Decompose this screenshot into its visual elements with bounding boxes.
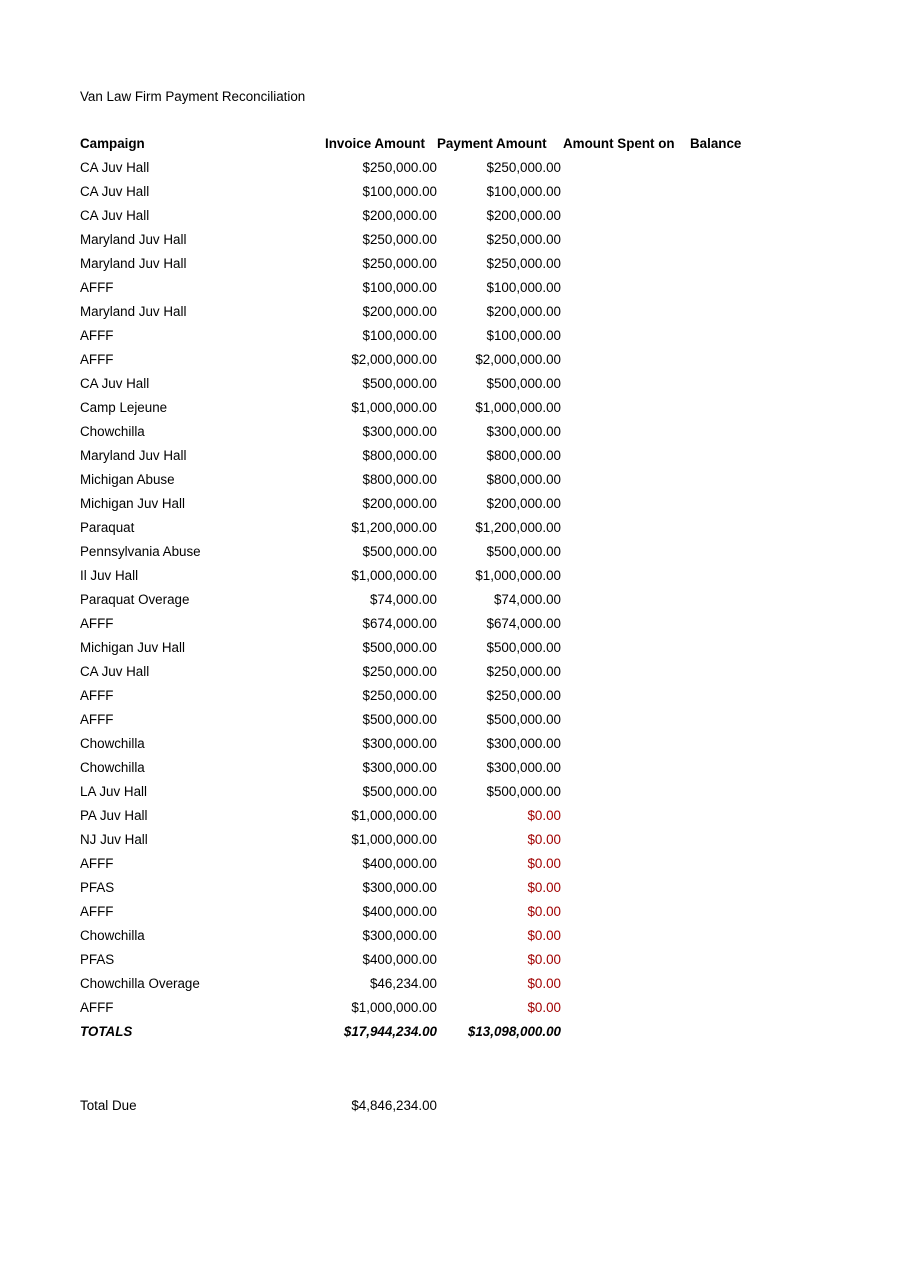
total-due-spacer-3: [688, 1094, 788, 1118]
cell-campaign: CA Juv Hall: [80, 160, 150, 175]
table-row: [80, 180, 800, 204]
cell-amount-spent-on: [561, 876, 688, 900]
table-header-row: [80, 132, 800, 156]
table-row: [80, 660, 800, 684]
total-due-spacer-2: [561, 1094, 688, 1118]
cell-amount-spent-on: [561, 204, 688, 228]
cell-invoice-amount: $500,000.00: [362, 712, 437, 727]
cell-amount-spent-on: [561, 732, 688, 756]
table-row: [80, 372, 800, 396]
table-row: [80, 804, 800, 828]
cell-balance: [688, 300, 788, 324]
cell-amount-spent-on: [561, 756, 688, 780]
cell-balance: [688, 948, 788, 972]
cell-campaign: AFFF: [80, 712, 114, 727]
cell-amount-spent-on: [561, 972, 688, 996]
cell-payment-amount: $500,000.00: [486, 376, 561, 391]
table-row: [80, 948, 800, 972]
cell-amount-spent-on: [561, 348, 688, 372]
table-row: [80, 708, 800, 732]
cell-campaign: Michigan Abuse: [80, 472, 175, 487]
cell-invoice-amount: $200,000.00: [362, 208, 437, 223]
cell-balance: [688, 924, 788, 948]
table-row: [80, 780, 800, 804]
cell-campaign: PFAS: [80, 952, 115, 967]
cell-campaign: Chowchilla: [80, 928, 145, 943]
cell-payment-amount: $500,000.00: [486, 712, 561, 727]
cell-payment-amount: $0.00: [527, 832, 561, 847]
cell-invoice-amount: $1,000,000.00: [351, 568, 437, 583]
cell-balance: [688, 708, 788, 732]
cell-amount-spent-on: [561, 828, 688, 852]
cell-balance: [688, 564, 788, 588]
table-row: [80, 636, 800, 660]
cell-campaign: Camp Lejeune: [80, 400, 168, 415]
cell-balance: [688, 444, 788, 468]
cell-balance: [688, 204, 788, 228]
table-row: [80, 300, 800, 324]
table-row: [80, 900, 800, 924]
cell-amount-spent-on: [561, 300, 688, 324]
table-row: [80, 684, 800, 708]
cell-amount-spent-on: [561, 684, 688, 708]
cell-invoice-amount: $250,000.00: [362, 256, 437, 271]
cell-balance: [688, 660, 788, 684]
cell-invoice-amount: $800,000.00: [362, 472, 437, 487]
cell-campaign: PFAS: [80, 880, 115, 895]
table-row: [80, 588, 800, 612]
cell-amount-spent-on: [561, 852, 688, 876]
cell-balance: [688, 324, 788, 348]
table-row: [80, 924, 800, 948]
column-header-invoice-amount: Invoice Amount: [325, 136, 425, 151]
cell-campaign: AFFF: [80, 904, 114, 919]
table-row: [80, 444, 800, 468]
cell-balance: [688, 876, 788, 900]
cell-amount-spent-on: [561, 276, 688, 300]
cell-campaign: AFFF: [80, 1000, 114, 1015]
totals-label: TOTALS: [80, 1024, 133, 1039]
cell-balance: [688, 756, 788, 780]
cell-campaign: Chowchilla: [80, 424, 145, 439]
table-row: [80, 972, 800, 996]
cell-campaign: CA Juv Hall: [80, 376, 150, 391]
cell-campaign: Chowchilla Overage: [80, 976, 200, 991]
cell-invoice-amount: $200,000.00: [362, 304, 437, 319]
cell-amount-spent-on: [561, 156, 688, 180]
cell-balance: [688, 516, 788, 540]
cell-payment-amount: $0.00: [527, 928, 561, 943]
cell-amount-spent-on: [561, 252, 688, 276]
cell-payment-amount: $0.00: [527, 808, 561, 823]
cell-invoice-amount: $1,200,000.00: [351, 520, 437, 535]
cell-invoice-amount: $500,000.00: [362, 544, 437, 559]
cell-payment-amount: $200,000.00: [486, 496, 561, 511]
cell-balance: [688, 492, 788, 516]
total-due-spacer-1: [437, 1094, 561, 1118]
total-due-row: [80, 1094, 800, 1118]
cell-balance: [688, 996, 788, 1020]
table-row: [80, 564, 800, 588]
total-due-label: Total Due: [80, 1098, 137, 1113]
cell-payment-amount: $1,000,000.00: [475, 568, 561, 583]
cell-invoice-amount: $300,000.00: [362, 880, 437, 895]
cell-invoice-amount: $800,000.00: [362, 448, 437, 463]
cell-invoice-amount: $1,000,000.00: [351, 808, 437, 823]
table-totals-row: [80, 1020, 800, 1044]
table-row: [80, 396, 800, 420]
column-header-campaign: Campaign: [80, 136, 145, 151]
cell-invoice-amount: $2,000,000.00: [351, 352, 437, 367]
cell-balance: [688, 372, 788, 396]
cell-payment-amount: $674,000.00: [486, 616, 561, 631]
cell-payment-amount: $2,000,000.00: [475, 352, 561, 367]
cell-payment-amount: $250,000.00: [486, 160, 561, 175]
cell-balance: [688, 540, 788, 564]
table-row: [80, 228, 800, 252]
table-row: [80, 612, 800, 636]
cell-amount-spent-on: [561, 612, 688, 636]
page-title: Van Law Firm Payment Reconciliation: [80, 89, 306, 104]
cell-amount-spent-on: [561, 708, 688, 732]
table-row: [80, 156, 800, 180]
cell-campaign: Michigan Juv Hall: [80, 640, 185, 655]
cell-payment-amount: $100,000.00: [486, 280, 561, 295]
cell-amount-spent-on: [561, 324, 688, 348]
cell-campaign: AFFF: [80, 616, 114, 631]
cell-invoice-amount: $300,000.00: [362, 928, 437, 943]
cell-balance: [688, 828, 788, 852]
cell-amount-spent-on: [561, 444, 688, 468]
cell-balance: [688, 804, 788, 828]
table-row: [80, 348, 800, 372]
column-header-payment-amount: Payment Amount: [437, 136, 547, 151]
cell-campaign: Il Juv Hall: [80, 568, 139, 583]
cell-amount-spent-on: [561, 780, 688, 804]
cell-payment-amount: $800,000.00: [486, 448, 561, 463]
table-row: [80, 540, 800, 564]
table-body: [80, 156, 800, 1020]
cell-payment-amount: $500,000.00: [486, 784, 561, 799]
cell-campaign: AFFF: [80, 280, 114, 295]
cell-invoice-amount: $400,000.00: [362, 952, 437, 967]
table-row: [80, 204, 800, 228]
cell-amount-spent-on: [561, 900, 688, 924]
cell-payment-amount: $0.00: [527, 880, 561, 895]
cell-payment-amount: $300,000.00: [486, 424, 561, 439]
cell-invoice-amount: $500,000.00: [362, 640, 437, 655]
cell-campaign: Chowchilla: [80, 736, 145, 751]
cell-payment-amount: $0.00: [527, 904, 561, 919]
cell-campaign: PA Juv Hall: [80, 808, 148, 823]
totals-payment-amount: $13,098,000.00: [467, 1024, 561, 1039]
cell-amount-spent-on: [561, 660, 688, 684]
table-row: [80, 516, 800, 540]
cell-balance: [688, 612, 788, 636]
cell-payment-amount: $0.00: [527, 952, 561, 967]
table-row: [80, 756, 800, 780]
cell-campaign: Maryland Juv Hall: [80, 256, 187, 271]
cell-invoice-amount: $250,000.00: [362, 160, 437, 175]
column-header-amount-spent-on: Amount Spent on: [563, 136, 675, 151]
cell-balance: [688, 348, 788, 372]
cell-campaign: AFFF: [80, 688, 114, 703]
payment-table: [80, 132, 800, 1118]
table-row: [80, 996, 800, 1020]
cell-balance: [688, 468, 788, 492]
cell-campaign: CA Juv Hall: [80, 664, 150, 679]
cell-payment-amount: $1,000,000.00: [475, 400, 561, 415]
cell-campaign: CA Juv Hall: [80, 184, 150, 199]
cell-amount-spent-on: [561, 468, 688, 492]
cell-balance: [688, 156, 788, 180]
table-row: [80, 828, 800, 852]
cell-amount-spent-on: [561, 228, 688, 252]
cell-campaign: Maryland Juv Hall: [80, 304, 187, 319]
cell-campaign: Paraquat: [80, 520, 135, 535]
cell-invoice-amount: $1,000,000.00: [351, 1000, 437, 1015]
cell-payment-amount: $100,000.00: [486, 184, 561, 199]
cell-payment-amount: $250,000.00: [486, 688, 561, 703]
cell-invoice-amount: $250,000.00: [362, 664, 437, 679]
cell-amount-spent-on: [561, 396, 688, 420]
cell-amount-spent-on: [561, 372, 688, 396]
cell-payment-amount: $0.00: [527, 1000, 561, 1015]
cell-balance: [688, 252, 788, 276]
cell-invoice-amount: $1,000,000.00: [351, 832, 437, 847]
cell-invoice-amount: $100,000.00: [362, 184, 437, 199]
cell-invoice-amount: $250,000.00: [362, 232, 437, 247]
cell-invoice-amount: $1,000,000.00: [351, 400, 437, 415]
cell-campaign: Chowchilla: [80, 760, 145, 775]
cell-balance: [688, 972, 788, 996]
cell-campaign: Maryland Juv Hall: [80, 448, 187, 463]
totals-balance: [688, 1020, 788, 1044]
cell-balance: [688, 636, 788, 660]
table-row: [80, 876, 800, 900]
totals-invoice-amount: $17,944,234.00: [343, 1024, 437, 1039]
table-row: [80, 276, 800, 300]
table-row: [80, 468, 800, 492]
cell-invoice-amount: $300,000.00: [362, 736, 437, 751]
cell-payment-amount: $300,000.00: [486, 760, 561, 775]
cell-amount-spent-on: [561, 588, 688, 612]
cell-amount-spent-on: [561, 420, 688, 444]
total-due-amount: $4,846,234.00: [351, 1098, 437, 1113]
table-row: [80, 852, 800, 876]
table-row: [80, 492, 800, 516]
cell-balance: [688, 420, 788, 444]
cell-amount-spent-on: [561, 636, 688, 660]
cell-invoice-amount: $250,000.00: [362, 688, 437, 703]
cell-invoice-amount: $46,234.00: [369, 976, 437, 991]
cell-payment-amount: $800,000.00: [486, 472, 561, 487]
cell-payment-amount: $300,000.00: [486, 736, 561, 751]
cell-payment-amount: $500,000.00: [486, 544, 561, 559]
column-header-balance: Balance: [690, 136, 742, 151]
cell-campaign: AFFF: [80, 352, 114, 367]
cell-invoice-amount: $500,000.00: [362, 784, 437, 799]
cell-campaign: AFFF: [80, 328, 114, 343]
cell-payment-amount: $74,000.00: [493, 592, 561, 607]
cell-amount-spent-on: [561, 948, 688, 972]
cell-invoice-amount: $100,000.00: [362, 280, 437, 295]
cell-payment-amount: $250,000.00: [486, 232, 561, 247]
cell-amount-spent-on: [561, 996, 688, 1020]
cell-balance: [688, 684, 788, 708]
table-row: [80, 252, 800, 276]
cell-amount-spent-on: [561, 924, 688, 948]
cell-campaign: Paraquat Overage: [80, 592, 190, 607]
cell-balance: [688, 180, 788, 204]
cell-payment-amount: $250,000.00: [486, 664, 561, 679]
cell-amount-spent-on: [561, 492, 688, 516]
table-row: [80, 420, 800, 444]
cell-balance: [688, 588, 788, 612]
totals-amount-spent: [561, 1020, 688, 1044]
cell-invoice-amount: $200,000.00: [362, 496, 437, 511]
cell-invoice-amount: $300,000.00: [362, 760, 437, 775]
cell-campaign: AFFF: [80, 856, 114, 871]
cell-invoice-amount: $400,000.00: [362, 856, 437, 871]
cell-campaign: CA Juv Hall: [80, 208, 150, 223]
cell-campaign: Pennsylvania Abuse: [80, 544, 201, 559]
cell-payment-amount: $250,000.00: [486, 256, 561, 271]
cell-payment-amount: $1,200,000.00: [475, 520, 561, 535]
cell-amount-spent-on: [561, 540, 688, 564]
cell-payment-amount: $200,000.00: [486, 304, 561, 319]
cell-invoice-amount: $100,000.00: [362, 328, 437, 343]
cell-invoice-amount: $300,000.00: [362, 424, 437, 439]
cell-payment-amount: $0.00: [527, 856, 561, 871]
cell-balance: [688, 900, 788, 924]
table-row: [80, 324, 800, 348]
cell-balance: [688, 396, 788, 420]
cell-invoice-amount: $674,000.00: [362, 616, 437, 631]
cell-campaign: NJ Juv Hall: [80, 832, 148, 847]
cell-balance: [688, 852, 788, 876]
cell-payment-amount: $200,000.00: [486, 208, 561, 223]
cell-balance: [688, 276, 788, 300]
cell-balance: [688, 732, 788, 756]
cell-campaign: Michigan Juv Hall: [80, 496, 185, 511]
table-row: [80, 732, 800, 756]
cell-payment-amount: $0.00: [527, 976, 561, 991]
cell-amount-spent-on: [561, 180, 688, 204]
cell-amount-spent-on: [561, 564, 688, 588]
cell-payment-amount: $100,000.00: [486, 328, 561, 343]
cell-amount-spent-on: [561, 804, 688, 828]
cell-invoice-amount: $74,000.00: [369, 592, 437, 607]
cell-amount-spent-on: [561, 516, 688, 540]
cell-payment-amount: $500,000.00: [486, 640, 561, 655]
cell-invoice-amount: $400,000.00: [362, 904, 437, 919]
cell-campaign: Maryland Juv Hall: [80, 232, 187, 247]
cell-campaign: LA Juv Hall: [80, 784, 147, 799]
cell-balance: [688, 228, 788, 252]
cell-balance: [688, 780, 788, 804]
cell-invoice-amount: $500,000.00: [362, 376, 437, 391]
